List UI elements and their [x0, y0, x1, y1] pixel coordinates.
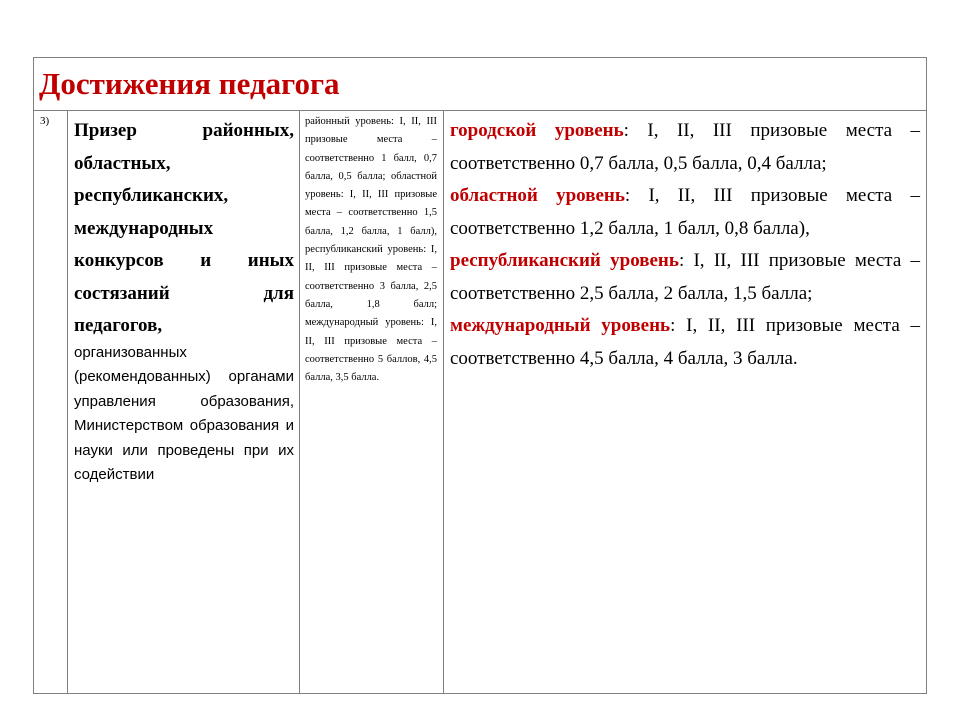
level-paragraph: [450, 310, 920, 375]
level-text: : I, II, III призовые места – соответственно 0,7 балла, 0,5 балла, 0,4 балла;: [450, 120, 921, 174]
level-name: областной уровень: [450, 185, 625, 206]
title-cell: [34, 58, 927, 111]
level-text: : I, II, III призовые места – соответственно 1,2 балла, 1 балл, 0,8 балла),: [450, 185, 921, 239]
criterion-plain-text: организованных (рекомендованных) органами управления образования, Министерством образования и науки или проведены при их содействии: [74, 343, 294, 483]
levels-cell: [444, 111, 927, 694]
level-paragraph: [450, 115, 920, 180]
level-name: городской уровень: [450, 120, 624, 141]
row-number: 3): [34, 111, 68, 694]
page-title: Достижения педагога: [39, 66, 340, 101]
level-text: : I, II, III призовые места – соответственно 2,5 балла, 2 балла, 1,5 балла;: [450, 250, 921, 304]
criterion-cell: [68, 111, 300, 694]
level-text: : I, II, III призовые места – соответственно 4,5 балла, 4 балла, 3 балла.: [450, 315, 921, 369]
level-paragraph: [450, 245, 920, 310]
table-row: [34, 111, 927, 694]
small-points-cell: [300, 111, 444, 694]
level-paragraph: [450, 180, 920, 245]
criterion-bold-text: Призер районных, областных, республиканских, международных конкурсов и иных состязаний для педагогов,: [74, 120, 294, 336]
achievements-table: [33, 57, 927, 694]
level-name: республиканский уровень: [450, 250, 679, 271]
small-points-text: районный уровень: I, II, III призовые места – соответственно 1 балл, 0,7 балла, 0,5 балла; областной уровень: I, II, III призовые места – соответственно 1,5 балла, 1,2 балла, 1 балл), республиканский уровень: I, II, III призовые места – соответственно 3 балла, 2,5 балла, 1,8 балл; международный уровень: I, II, III призовые места – соответственно 5 баллов, 4,5 балла, 3,5 балла.: [305, 116, 437, 384]
level-name: международный уровень: [450, 315, 671, 336]
